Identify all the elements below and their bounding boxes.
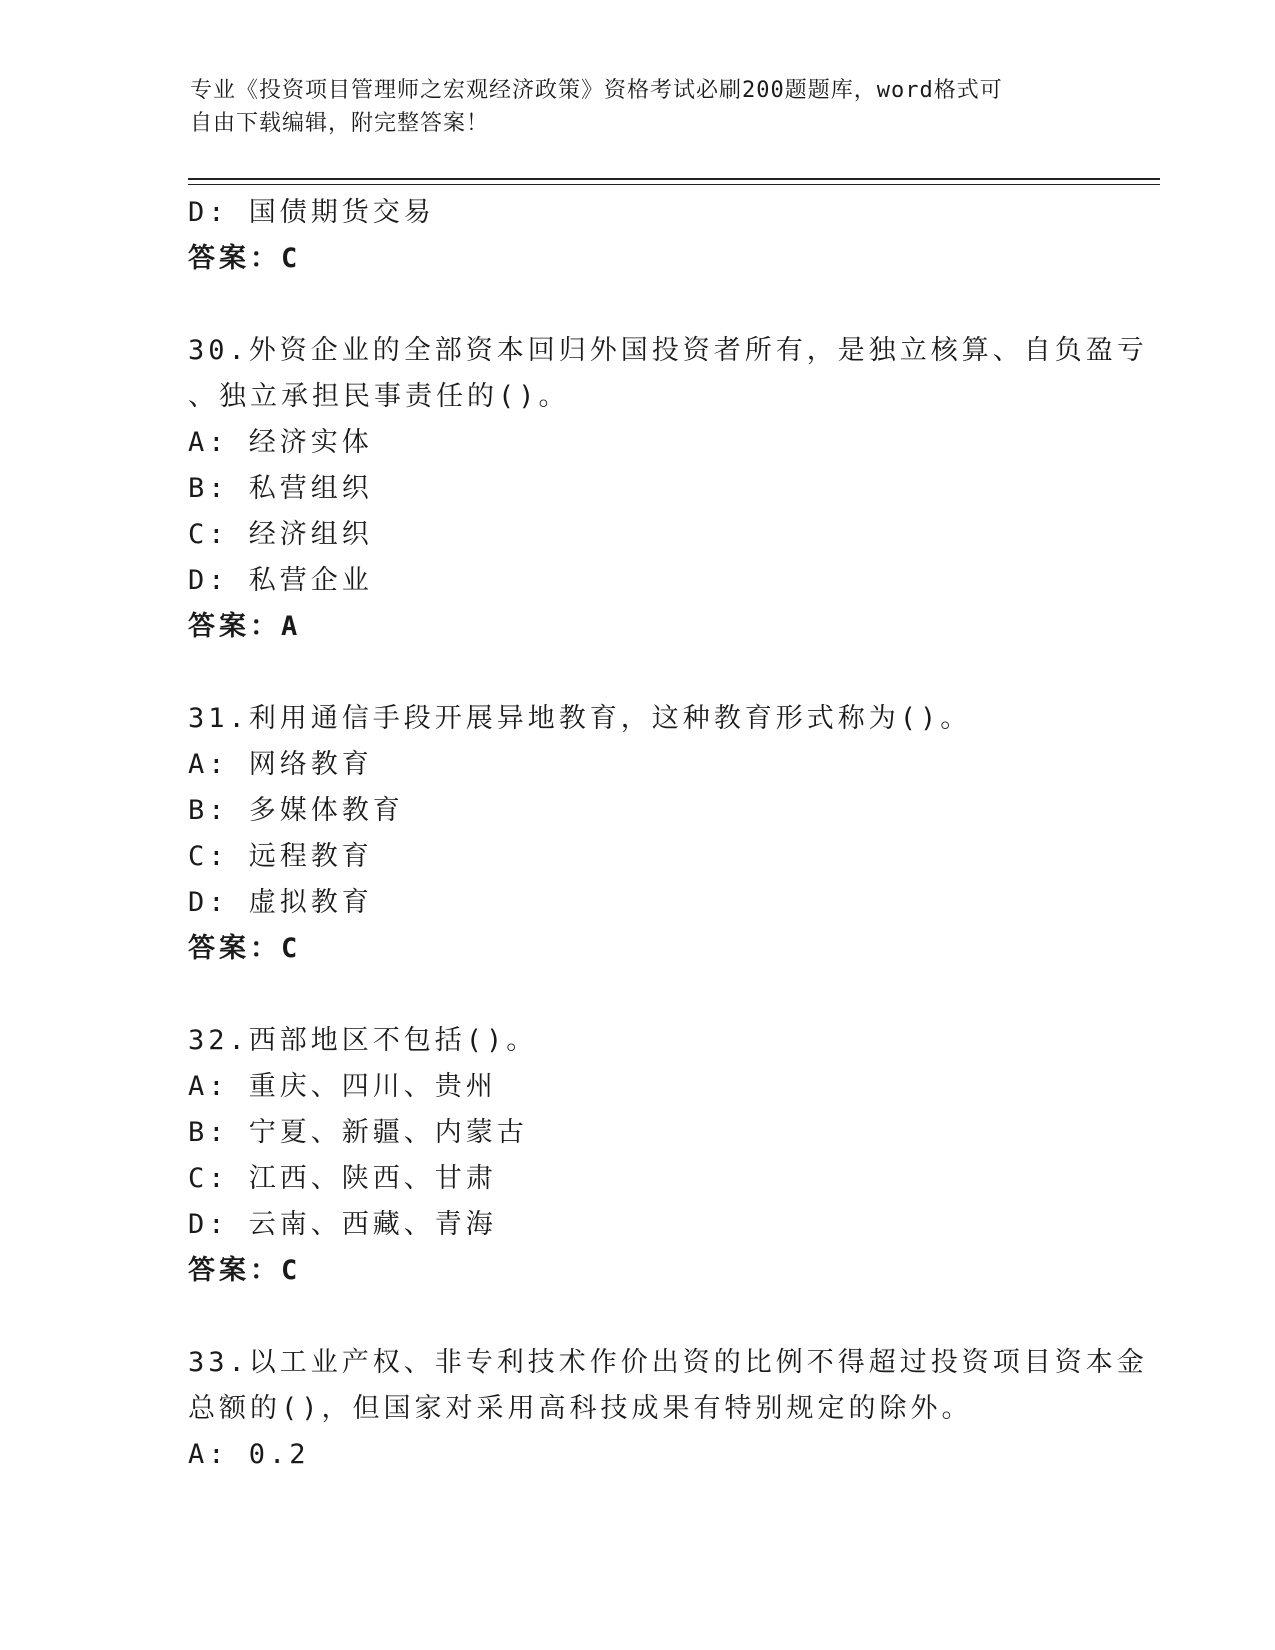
option-d: D: 国债期货交易 — [188, 197, 435, 228]
option-d: D: 私营企业 — [188, 565, 373, 596]
option-a: A: 重庆、四川、贵州 — [188, 1071, 497, 1102]
header-title-line2: 自由下载编辑，附完整答案！ — [190, 111, 490, 136]
question-stem-continued: 总额的()，但国家对采用高科技成果有特别规定的除外。 — [188, 1393, 973, 1424]
option-a: A: 0.2 — [188, 1439, 310, 1470]
document-header — [190, 74, 1090, 140]
option-d: D: 虚拟教育 — [188, 887, 373, 918]
header-title-line1: 专业《投资项目管理师之宏观经济政策》资格考试必刷200题题库，word格式可 — [190, 78, 1003, 103]
answer-line: 答案：A — [188, 611, 302, 642]
question-stem-continued: 、独立承担民事责任的()。 — [188, 381, 570, 412]
option-d: D: 云南、西藏、青海 — [188, 1209, 497, 1240]
question-stem: 30.外资企业的全部资本回归外国投资者所有，是独立核算、自负盈亏 — [188, 335, 1148, 366]
option-b: B: 宁夏、新疆、内蒙古 — [188, 1117, 528, 1148]
option-a: A: 网络教育 — [188, 749, 373, 780]
answer-line: 答案：C — [188, 1255, 302, 1286]
question-stem: 33.以工业产权、非专利技术作价出资的比例不得超过投资项目资本金 — [188, 1347, 1148, 1378]
option-b: B: 私营组织 — [188, 473, 373, 504]
option-b: B: 多媒体教育 — [188, 795, 404, 826]
option-c: C: 江西、陕西、甘肃 — [188, 1163, 497, 1194]
header-rule-thick — [188, 178, 1160, 180]
option-c: C: 经济组织 — [188, 519, 373, 550]
option-c: C: 远程教育 — [188, 841, 373, 872]
option-a: A: 经济实体 — [188, 427, 373, 458]
answer-line: 答案：C — [188, 933, 302, 964]
question-stem: 31.利用通信手段开展异地教育，这种教育形式称为()。 — [188, 703, 972, 734]
question-stem: 32.西部地区不包括()。 — [188, 1025, 538, 1056]
answer-line: 答案：C — [188, 243, 302, 274]
header-rule-thin — [188, 184, 1160, 185]
question-list — [188, 190, 1148, 1478]
